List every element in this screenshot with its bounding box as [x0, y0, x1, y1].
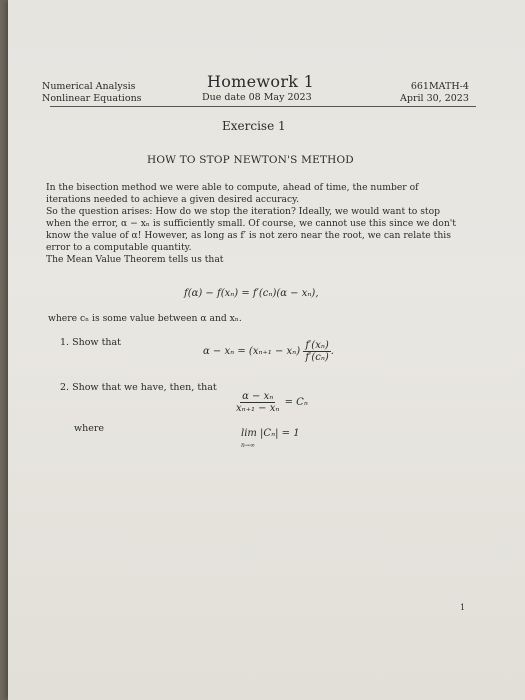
limit-expression: lim |Cₙ| = 1 — [241, 428, 300, 439]
item-1-fraction — [303, 340, 330, 363]
item-2-denominator: xₙ₊₁ − xₙ — [236, 403, 280, 414]
item-1-denominator: f′(cₙ) — [305, 352, 329, 363]
item-2-equation — [234, 391, 308, 414]
item-2-label: 2. Show that we have, then, that — [60, 382, 217, 393]
item-1-tail: . — [330, 346, 334, 357]
exercise-heading: Exercise 1 — [222, 119, 286, 133]
intro-text — [46, 182, 466, 266]
item-2-fraction — [234, 391, 281, 414]
item-2-rhs: = Cₙ — [284, 397, 308, 408]
header-rule — [50, 106, 476, 107]
mvt-equation: f(α) − f(xₙ) = f′(cₙ)(α − xₙ), — [184, 288, 319, 299]
item-1-equation — [203, 340, 334, 363]
limit-subscript: n→∞ — [241, 442, 255, 449]
course-topic: Nonlinear Equations — [42, 93, 142, 104]
intro-paragraph-3: The Mean Value Theorem tells us that — [46, 254, 224, 265]
header-right — [400, 81, 469, 105]
where-label: where — [74, 423, 105, 434]
course-code: 661MATH-4 — [410, 81, 469, 92]
course-name: Numerical Analysis — [42, 81, 136, 92]
intro-paragraph-2: So the question arises: How do we stop the iteration? Ideally, we would want to stop when the error, α − xₙ is sufficiently small. Of course, we cannot use this since we don't know the value of α! However, as long as f′ is not zero near the root, we can relate this error to a computable quantity. — [46, 206, 456, 253]
item-1-lhs: α − xₙ = (xₙ₊₁ − xₙ) — [203, 346, 301, 357]
header-date: April 30, 2023 — [400, 93, 469, 104]
due-date: Due date 08 May 2023 — [202, 92, 312, 103]
section-title: HOW TO STOP NEWTON'S METHOD — [147, 154, 354, 166]
homework-title: Homework 1 — [207, 72, 315, 91]
page-number: 1 — [460, 603, 466, 612]
where-cn-text: where cₙ is some value between α and xₙ. — [48, 313, 242, 324]
item-1-label: 1. Show that — [60, 337, 121, 348]
intro-paragraph-1: In the bisection method we were able to compute, ahead of time, the number of iterations needed to achieve a given desired accuracy. — [46, 182, 419, 205]
item-2-numerator: α − xₙ — [242, 391, 274, 402]
item-1-numerator: f′(xₙ) — [305, 340, 329, 351]
header-left — [42, 81, 142, 105]
document-page — [8, 0, 525, 700]
